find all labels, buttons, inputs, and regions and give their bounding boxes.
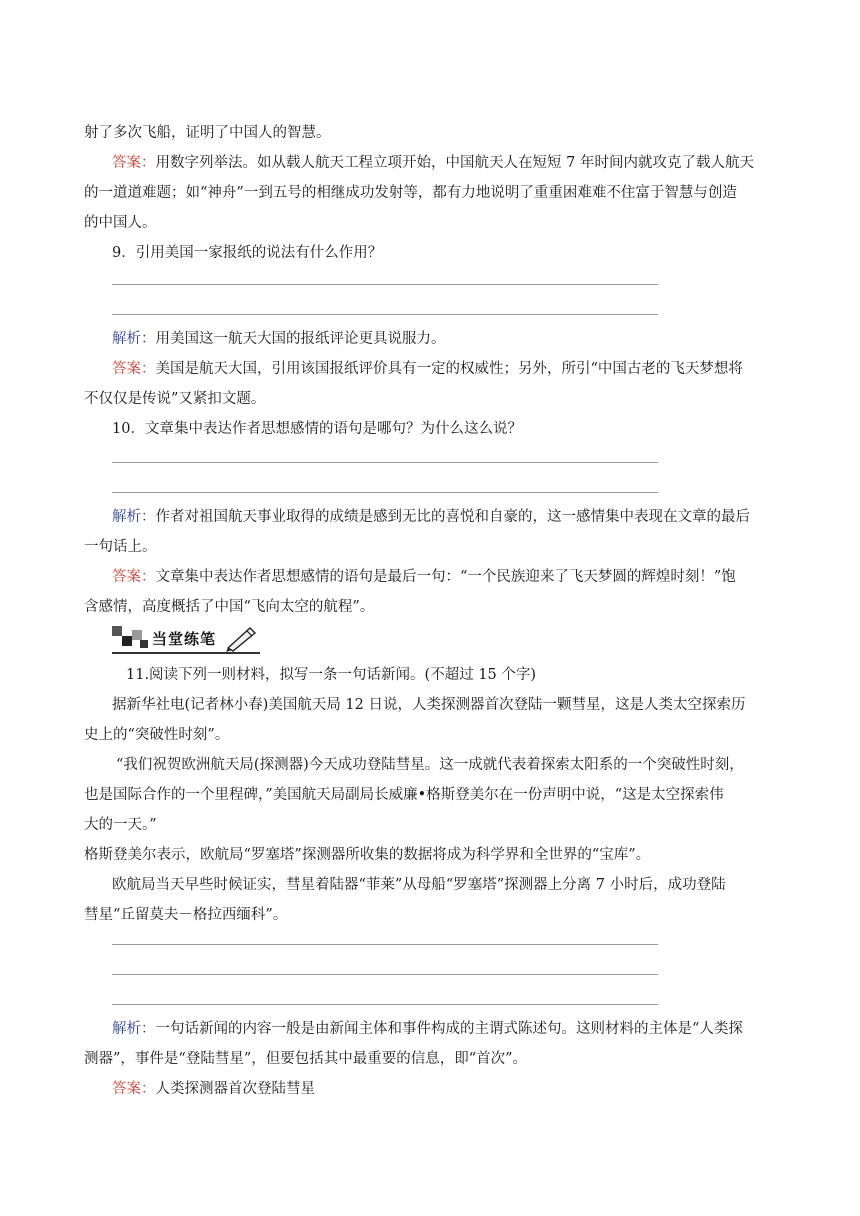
answer-blank-line[interactable] — [112, 492, 658, 493]
answer-blank-line[interactable] — [112, 1004, 658, 1005]
analysis-paragraph — [112, 1019, 782, 1039]
answer-text: 人类探测器首次登陆彗星 — [155, 1081, 315, 1097]
section-title: 当堂练笔 — [152, 630, 217, 648]
decor-square — [112, 626, 122, 636]
section-banner — [112, 624, 262, 652]
material-text: 欧航局当天早些时候证实，彗星着陆器“菲莱”从母船“罗塞塔”探测器上分离 7 小时后，成功登陆 — [112, 877, 726, 893]
answer-blank-line[interactable] — [112, 944, 658, 945]
answer-blank-line[interactable] — [112, 314, 658, 315]
answer-text: 用数字列举法。如从载人航天工程立项开始，中国航天人在短短 7 年时间内就攻克了载人航天 — [155, 155, 754, 171]
analysis-paragraph — [112, 507, 782, 527]
answer-blank-line[interactable] — [112, 284, 658, 285]
answer-label: 答案： — [112, 569, 156, 585]
material-text: 彗星“丘留莫夫－格拉西缅科”。 — [84, 907, 288, 923]
answer-blank-line[interactable] — [112, 462, 658, 463]
answer-paragraph — [112, 359, 782, 379]
question-9: 9．引用美国一家报纸的说法有什么作用？ — [112, 245, 383, 261]
decor-square — [140, 640, 148, 648]
text-line: 不仅仅是传说”又紧扣文题。 — [84, 391, 266, 407]
answer-paragraph — [112, 567, 782, 587]
question-11: 11.阅读下列一则材料，拟写一条一句话新闻。(不超过 15 个字) — [126, 667, 537, 683]
material-text: 格斯登美尔表示，欧航局“罗塞塔”探测器所收集的数据将成为科学界和全世界的“宝库”。 — [84, 847, 651, 863]
pencil-icon — [224, 624, 258, 652]
text-line: 含感情，高度概括了中国“飞向太空的航程”。 — [84, 599, 375, 615]
analysis-paragraph — [112, 329, 782, 349]
analysis-text: 一句话新闻的内容一般是由新闻主体和事件构成的主谓式陈述句。这则材料的主体是“人类探 — [155, 1021, 743, 1037]
analysis-text: 作者对祖国航天事业取得的成绩是感到无比的喜悦和自豪的，这一感情集中表现在文章的最后 — [155, 509, 750, 525]
text-line: 射了多次飞船，证明了中国人的智慧。 — [84, 125, 331, 141]
analysis-label: 解析： — [112, 331, 156, 347]
material-text: “我们祝贺欧洲航天局(探测器)今天成功登陆彗星。这一成就代表着探索太阳系的一个突破性时刻， — [116, 757, 744, 773]
question-10: 10．文章集中表达作者思想感情的语句是哪句？为什么这么说？ — [112, 421, 522, 437]
text-line: 测器”，事件是“登陆彗星”，但要包括其中最重要的信息，即“首次”。 — [84, 1051, 528, 1067]
material-text: 据新华社电(记者林小春)美国航天局 12 日说，人类探测器首次登陆一颗彗星，这是人类太空探索历 — [112, 697, 746, 713]
answer-label: 答案： — [112, 1081, 156, 1097]
answer-label: 答案： — [112, 361, 156, 377]
text-line: 一句话上。 — [84, 539, 157, 555]
decor-square — [132, 630, 142, 640]
text-line: 的一道道难题；如“神舟”一到五号的相继成功发射等，都有力地说明了重重困难难不住富于智慧与创造 — [84, 185, 737, 201]
analysis-text: 用美国这一航天大国的报纸评论更具说服力。 — [155, 331, 446, 347]
text-line: 的中国人。 — [84, 215, 157, 231]
material-text: 也是国际合作的一个里程碑，”美国航天局副局长威廉•格斯登美尔在一份声明中说，“这是太空探索伟 — [84, 787, 724, 803]
answer-text: 美国是航天大国，引用该国报纸评价具有一定的权威性；另外，所引“中国古老的飞天梦想将 — [155, 361, 743, 377]
material-text: 大的一天。” — [84, 817, 157, 833]
banner-underline — [112, 652, 260, 654]
answer-blank-line[interactable] — [112, 974, 658, 975]
decor-square — [122, 636, 132, 646]
material-text: 史上的“突破性时刻”。 — [84, 727, 230, 743]
answer-paragraph — [112, 153, 782, 173]
answer-text: 文章集中表达作者思想感情的语句是最后一句：“一个民族迎来了飞天梦圆的辉煌时刻！”饱 — [155, 569, 736, 585]
analysis-label: 解析： — [112, 1021, 156, 1037]
analysis-label: 解析： — [112, 509, 156, 525]
answer-label: 答案： — [112, 155, 156, 171]
answer-paragraph — [112, 1079, 782, 1099]
